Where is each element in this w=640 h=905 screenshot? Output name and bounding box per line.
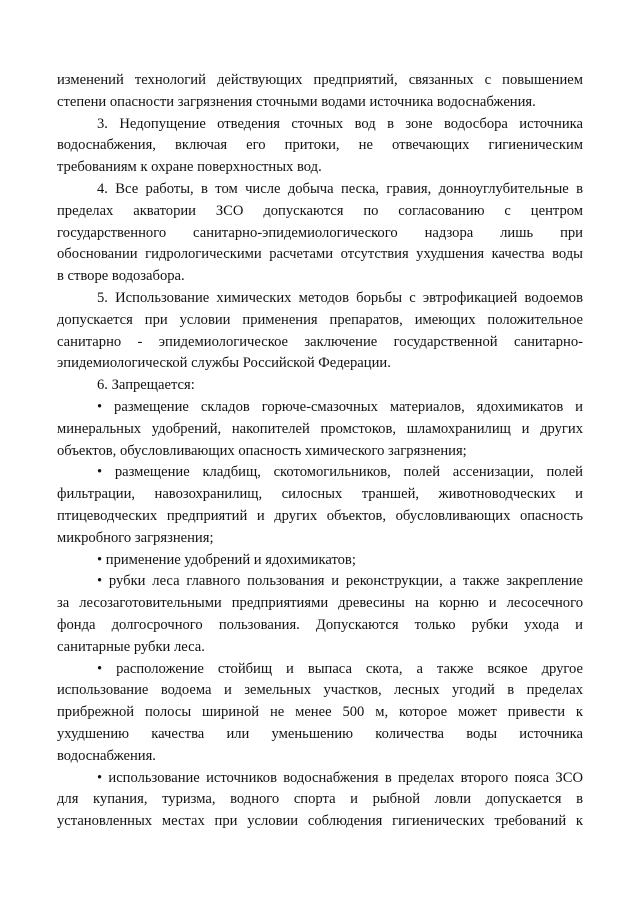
text-line: санитарно - эпидемиологическое заключение государственной санитарно- [57,333,583,350]
text-line: в створе водозабора. [57,268,185,285]
text-line: требованиям к охране поверхностных вод. [57,159,322,176]
text-line: 3. Недопущение отведения сточных вод в зоне водосбора источника [97,115,583,132]
text-line: • применение удобрений и ядохимикатов; [97,551,356,568]
text-line: степени опасности загрязнения сточными водами источника водоснабжения. [57,93,536,110]
text-line: • размещение кладбищ, скотомогильников, полей ассенизации, полей [97,464,583,481]
text-line: ухудшению качества или уменьшению количества воды источника [57,725,583,742]
text-line: • расположение стойбищ и выпаса скота, а также всякое другое [97,660,583,677]
text-line: установленных местах при условии соблюдения гигиенических требований к [57,813,583,830]
text-line: государственного санитарно-эпидемиологического надзора лишь при [57,224,583,241]
text-line: объектов, обусловливающих опасность химического загрязнения; [57,442,467,459]
text-line: птицеводческих предприятий и других объектов, обусловливающих опасность [57,507,583,524]
text-line: прибрежной полосы шириной не менее 500 м, которое может привести к [57,704,583,721]
text-line: для купания, туризма, водного спорта и рыбной ловли допускается в [57,791,583,808]
text-line: 4. Все работы, в том числе добыча песка, гравия, донноуглубительные в [97,180,583,197]
text-line: водоснабжения, включая его притоки, не отвечающих гигиеническим [57,137,583,154]
text-line: водоснабжения. [57,747,156,764]
text-line: 5. Использование химических методов борьбы с эвтрофикацией водоемов [97,289,583,306]
text-line: фильтрации, навозохранилищ, силосных траншей, животноводческих и [57,486,583,503]
text-line: • рубки леса главного пользования и реконструкции, а также закрепление [97,573,583,590]
text-line: фонда долгосрочного пользования. Допускаются только рубки ухода и [57,616,583,633]
text-line: допускается при условии применения препаратов, имеющих положительное [57,311,583,328]
text-line: 6. Запрещается: [97,377,195,394]
text-line: санитарные рубки леса. [57,638,205,655]
text-line: обосновании гидрологическими расчетами отсутствия ухудшения качества воды [57,246,583,263]
text-line: • использование источников водоснабжения в пределах второго пояса ЗСО [97,769,583,786]
text-line: минеральных удобрений, накопителей промстоков, шламохранилищ и других [57,420,583,437]
text-line: за лесозаготовительными предприятиями древесины на корню и лесосечного [57,595,583,612]
text-line: микробного загрязнения; [57,529,214,546]
text-line: эпидемиологической службы Российской Федерации. [57,355,391,372]
text-line: изменений технологий действующих предприятий, связанных с повышением [57,72,583,88]
text-line: • размещение складов горюче-смазочных материалов, ядохимикатов и [97,398,583,415]
text-line: пределах акватории ЗСО допускаются по согласованию с центром [57,202,583,219]
text-line: использование водоема и земельных участков, лесных угодий в пределах [57,682,583,699]
